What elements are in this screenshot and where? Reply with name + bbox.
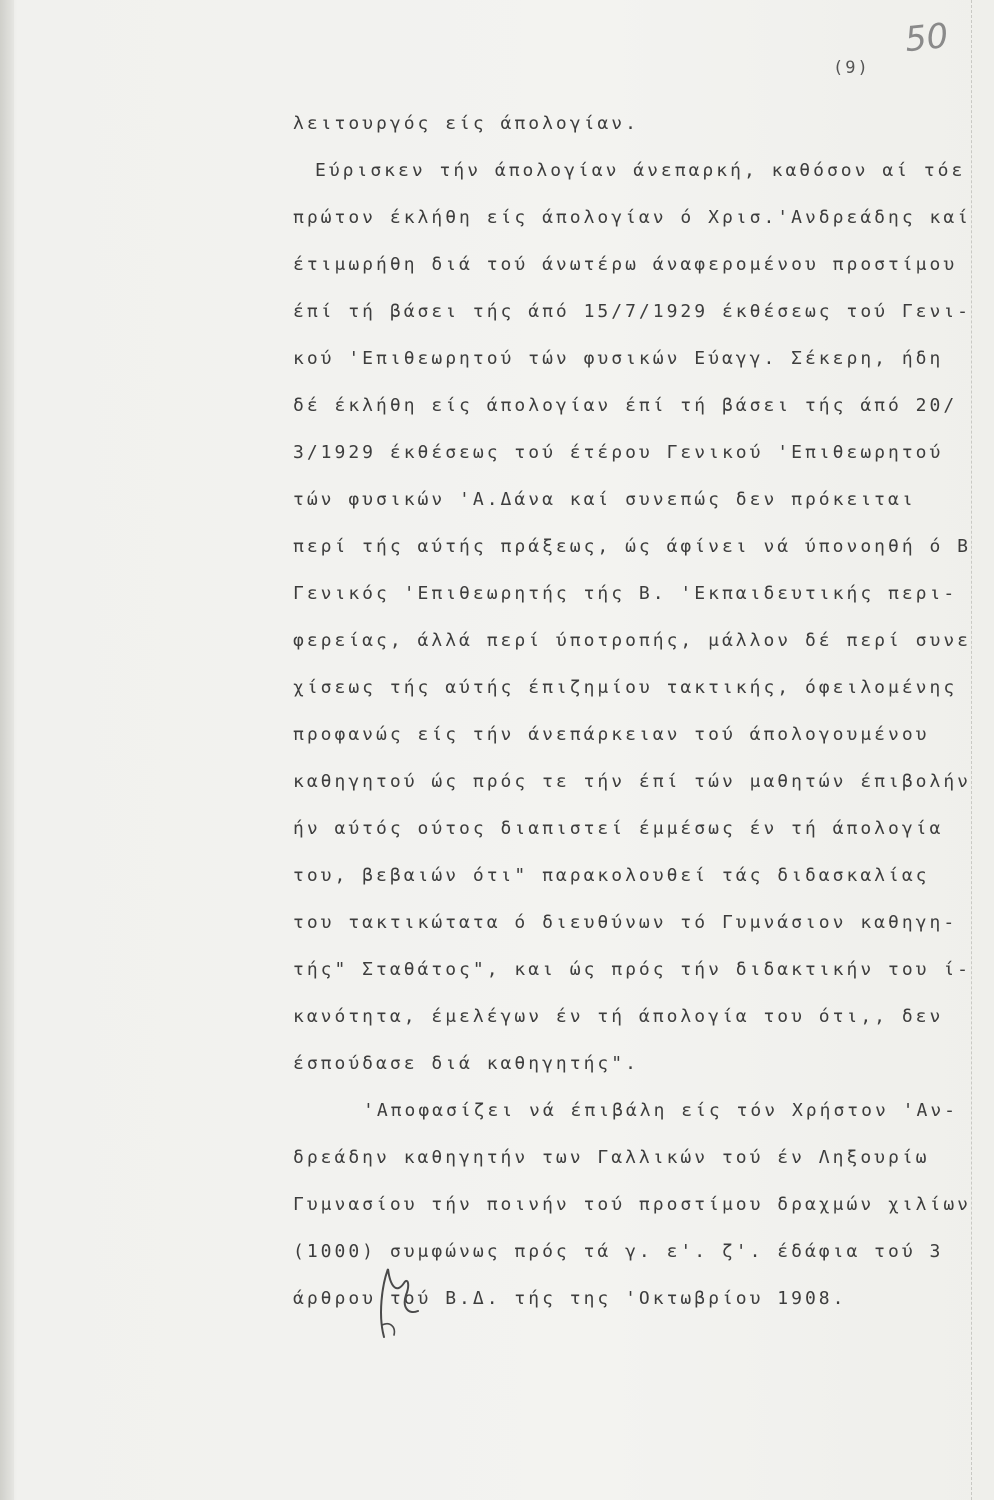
text-line: φερείας, άλλά περί ύποτροπής, μάλλον δέ περί συνε bbox=[293, 630, 972, 651]
text-line: 'Αποφασίζει νά έπιβάλη είς τόν Χρήστον 'Αν- bbox=[363, 1100, 958, 1121]
text-line: (1000) συμφώνως πρός τά γ. ε'. ζ'. έδάφια τού 3 bbox=[293, 1241, 944, 1262]
text-line: έπί τή βάσει τής άπό 15/7/1929 έκθέσεως τού Γενι- bbox=[293, 301, 972, 322]
text-line: του, βεβαιών ότι" παρακολουθεί τάς διδασκαλίας bbox=[293, 865, 930, 886]
handwritten-signature bbox=[368, 1255, 428, 1345]
text-line: του τακτικώτατα ό διευθύνων τό Γυμνάσιον καθηγη- bbox=[293, 912, 958, 933]
text-line: κανότητα, έμελέγων έν τή άπολογία του ότι,, δεν bbox=[293, 1006, 944, 1027]
folio-number: 50 bbox=[903, 15, 951, 61]
text-line: Γενικός 'Επιθεωρητής τής Β. 'Εκπαιδευτικής περι- bbox=[293, 583, 958, 604]
text-line: προφανώς είς τήν άνεπάρκειαν τού άπολογουμένου bbox=[293, 724, 930, 745]
text-line: τών φυσικών 'Α.Δάνα καί συνεπώς δεν πρόκειται bbox=[293, 489, 916, 510]
text-line: ήν αύτός ούτος διαπιστεί έμμέσως έν τή άπολογία bbox=[293, 818, 944, 839]
text-line: Εύρισκεν τήν άπολογίαν άνεπαρκή, καθόσον αί τόε bbox=[315, 160, 966, 181]
document-body bbox=[293, 100, 973, 1322]
text-line: πρώτον έκλήθη είς άπολογίαν ό Χρισ.'Ανδρεάδης καί bbox=[293, 207, 972, 228]
text-line: δέ έκλήθη είς άπολογίαν έπί τή βάσει τής άπό 20/ bbox=[293, 395, 958, 416]
text-line: δρεάδην καθηγητήν των Γαλλικών τού έν Ληξουρίω bbox=[293, 1147, 930, 1168]
page-left-edge bbox=[0, 0, 14, 1500]
text-line: λειτουργός είς άπολογίαν. bbox=[293, 113, 639, 134]
text-line: έσπούδασε διά καθηγητής". bbox=[293, 1053, 639, 1074]
text-line: περί τής αύτής πράξεως, ώς άφίνει νά ύπονοηθή ό Β bbox=[293, 536, 972, 557]
text-line: χίσεως τής αύτής έπιζημίου τακτικής, όφειλομένης bbox=[293, 677, 958, 698]
page-number: (9) bbox=[833, 58, 870, 78]
text-line: τής" Σταθάτος", και ώς πρός τήν διδακτικήν του ί- bbox=[293, 959, 972, 980]
text-line: καθηγητού ώς πρός τε τήν έπί τών μαθητών έπιβολήν bbox=[293, 771, 972, 792]
text-line: έτιμωρήθη διά τού άνωτέρω άναφερομένου προστίμου bbox=[293, 254, 958, 275]
text-line: 3/1929 έκθέσεως τού έτέρου Γενικού 'Επιθεωρητού bbox=[293, 442, 944, 463]
text-line: άρθρου τού Β.Δ. τής της 'Οκτωβρίου 1908. bbox=[293, 1288, 847, 1309]
text-line: κού 'Επιθεωρητού τών φυσικών Εύαγγ. Σέκερη, ήδη bbox=[293, 348, 944, 369]
text-line: Γυμνασίου τήν ποινήν τού προστίμου δραχμών χιλίων bbox=[293, 1194, 972, 1215]
